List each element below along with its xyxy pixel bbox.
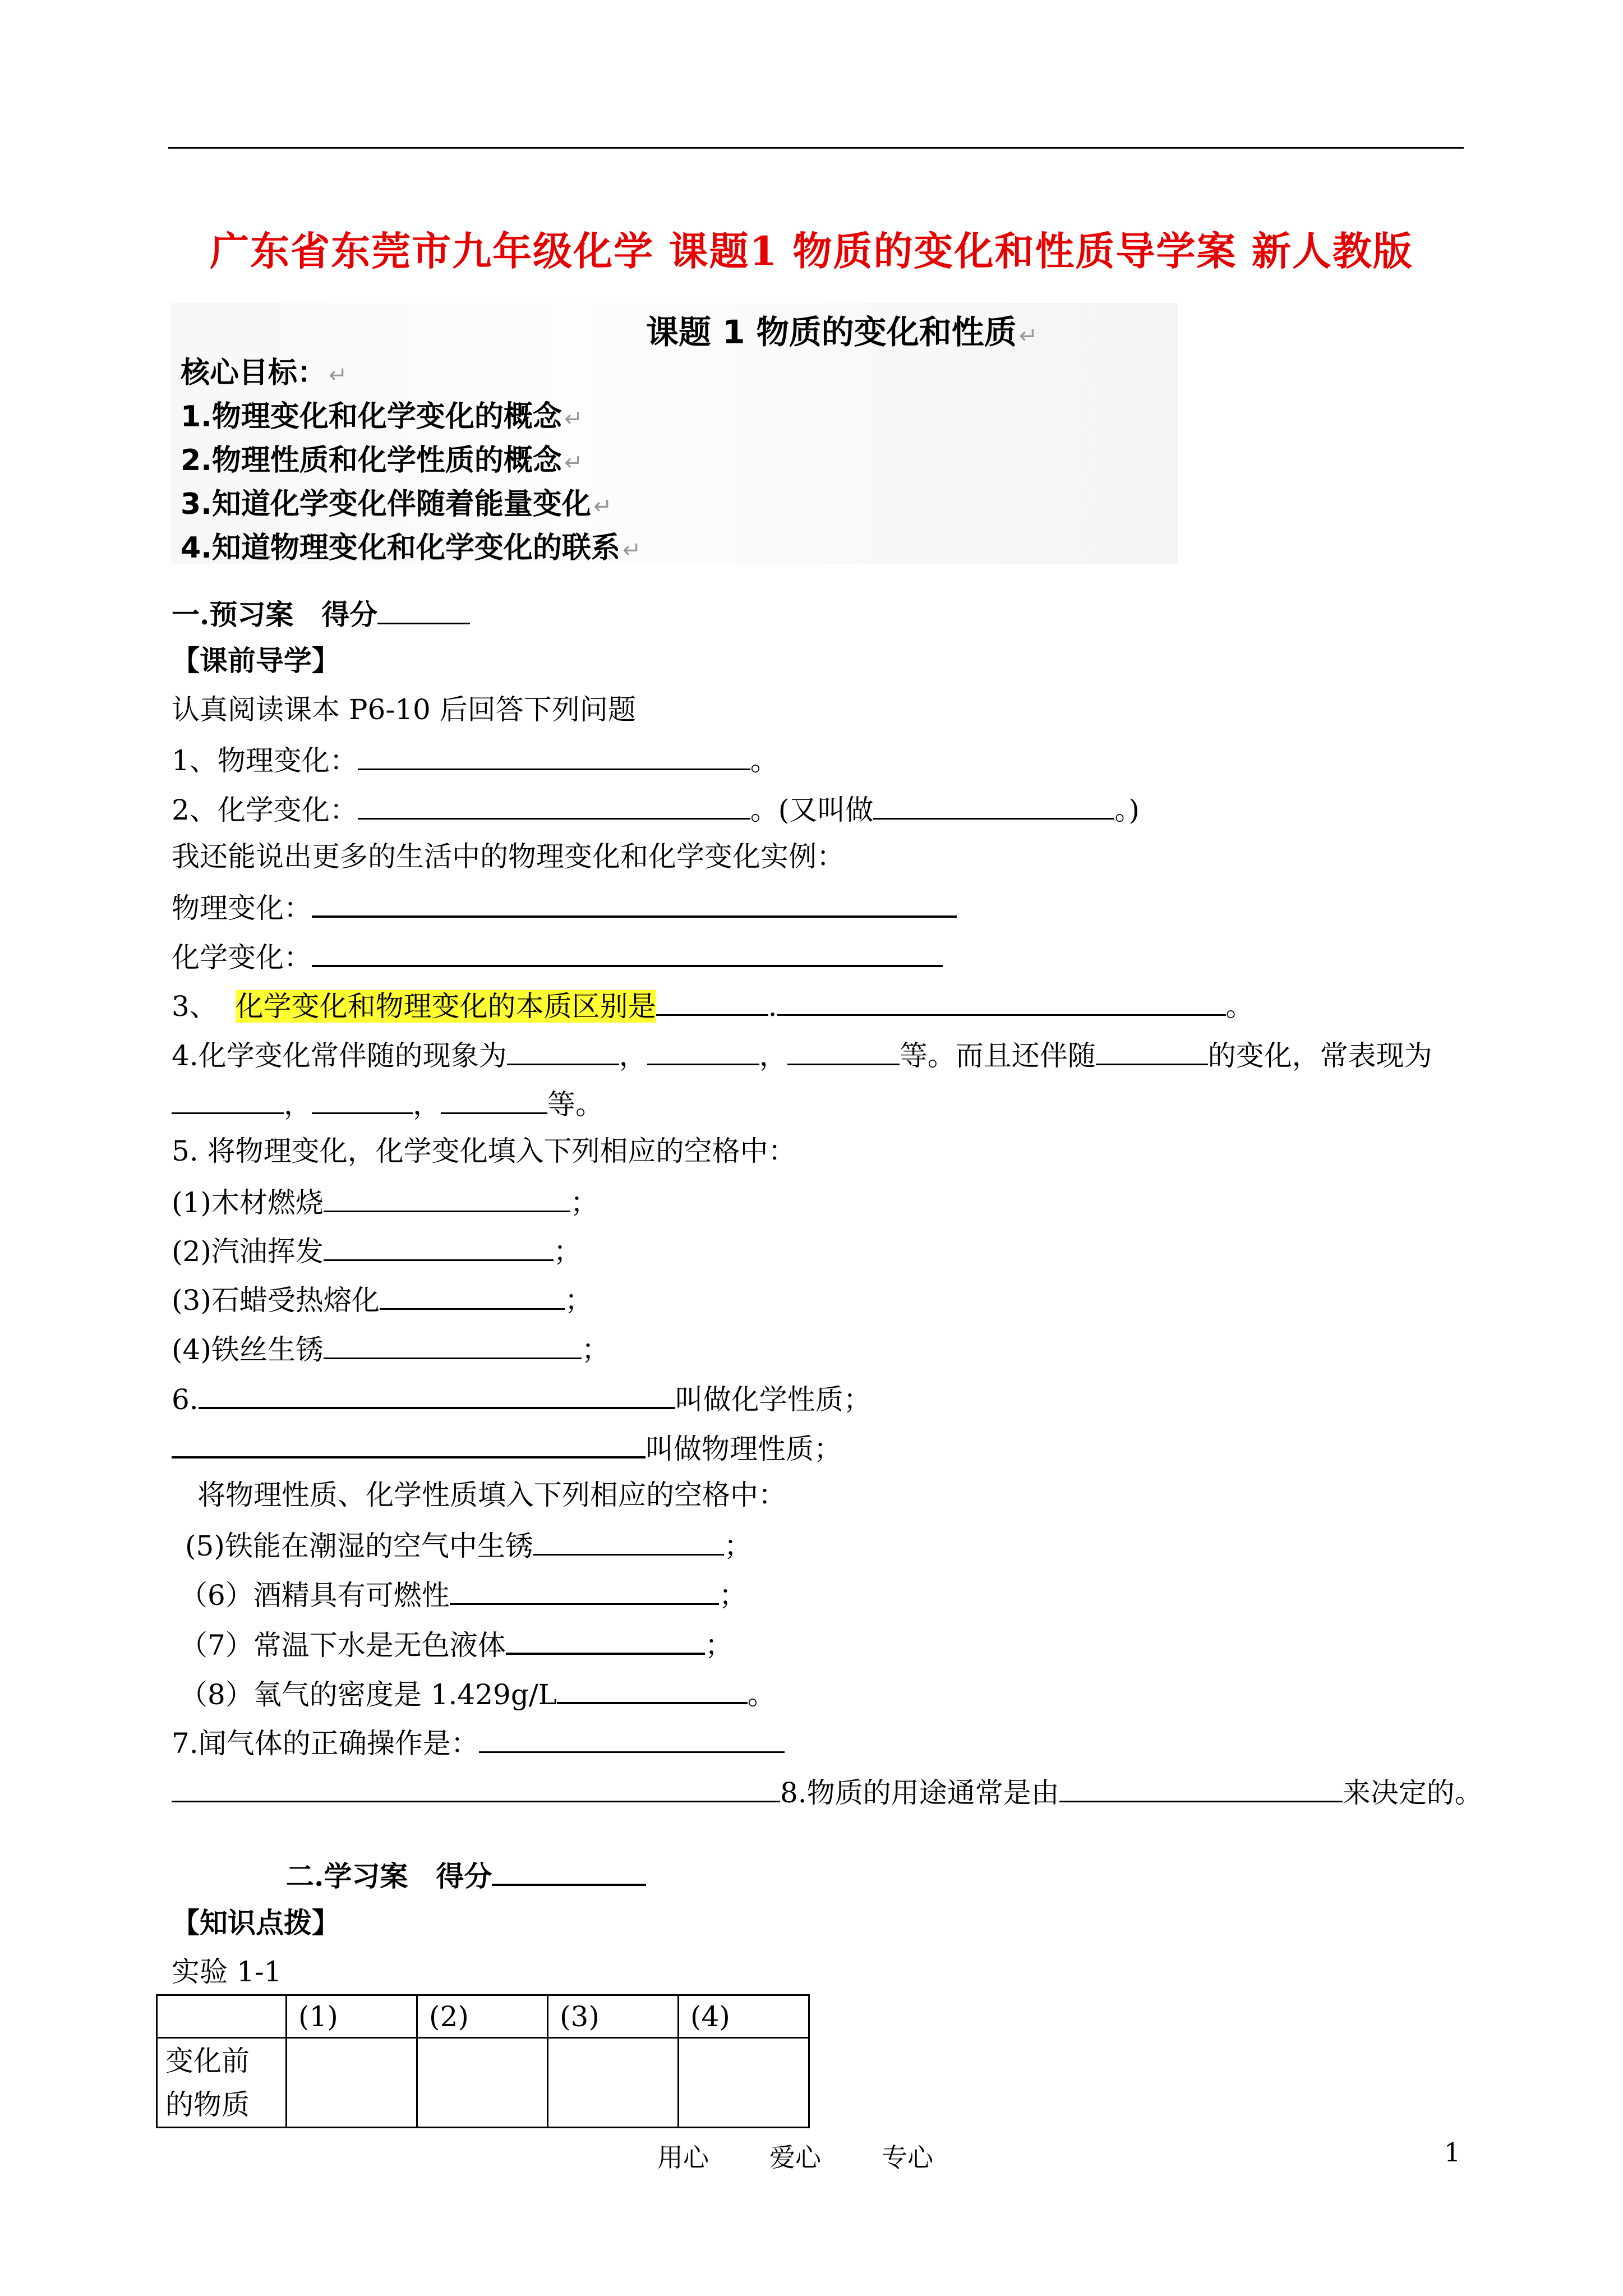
q7-q8-line: 8.物质的用途通常是由 来决定的。 bbox=[172, 1774, 1483, 1810]
q4-line1: 4.化学变化常伴随的现象为 ， ， 等。而且还伴随 的变化，常表现为 bbox=[172, 1037, 1432, 1073]
q5: 5. 将物理变化，化学变化填入下列相应的空格中： bbox=[172, 1135, 796, 1167]
q5-item-1: (1)木材燃烧 ； bbox=[172, 1184, 598, 1220]
table-corner-cell bbox=[157, 1995, 287, 2038]
row-label-cell: 变化前 的物质 bbox=[157, 2038, 287, 2128]
header-rule bbox=[168, 147, 1464, 149]
q7: 7.闻气体的正确操作是： bbox=[172, 1724, 785, 1760]
table-col-3: (3) bbox=[548, 1995, 679, 2038]
footer-word-2: 爱心 bbox=[769, 2142, 821, 2173]
table-header-row bbox=[157, 1995, 809, 2038]
q5-item-4: (4)铁丝生锈 ； bbox=[172, 1331, 610, 1366]
table-row bbox=[157, 2038, 809, 2128]
footer-word-1: 用心 bbox=[657, 2142, 709, 2173]
q6-instruction: 将物理性质、化学性质填入下列相应的空格中： bbox=[197, 1479, 786, 1511]
table-cell bbox=[417, 2038, 548, 2128]
examples: 我还能说出更多的生活中的物理变化和化学变化实例： bbox=[172, 840, 845, 873]
q5-item-3: (3)石蜡受热熔化 ； bbox=[172, 1281, 593, 1317]
q6-item-8: （8）氧气的密度是 1.429g/L 。 bbox=[179, 1675, 776, 1711]
q6-line1: 6. 叫做化学性质； bbox=[172, 1380, 872, 1416]
q6-item-5: (5)铁能在潮湿的空气中生锈 ； bbox=[185, 1527, 752, 1563]
q4-line2: ， ， 等。 bbox=[172, 1085, 603, 1121]
q6-item-6: （6）酒精具有可燃性 ； bbox=[179, 1576, 747, 1612]
intro: 认真阅读课本 P6-10 后回答下列问题 bbox=[172, 693, 636, 726]
document-title: 广东省东莞市九年级化学 课题1 物质的变化和性质导学案 新人教版 bbox=[210, 228, 1413, 274]
table-col-4: (4) bbox=[679, 1995, 809, 2038]
section-1-header: 一.预习案 得分 bbox=[172, 596, 470, 632]
table-col-2: (2) bbox=[417, 1995, 548, 2038]
q1: 1、物理变化： 。 bbox=[172, 742, 778, 777]
section-2-sub: 【知识点拨】 bbox=[172, 1906, 340, 1939]
q5-item-2: (2)汽油挥发 ； bbox=[172, 1232, 582, 1268]
section-2-header: 二.学习案 得分 bbox=[286, 1857, 646, 1893]
goal-3: 3.知道化学变化伴随着能量变化 ↵ bbox=[181, 487, 612, 521]
table-cell bbox=[287, 2038, 417, 2128]
section-1-sub: 【课前导学】 bbox=[172, 644, 340, 677]
goals-label: 核心目标： ↵ bbox=[181, 356, 348, 390]
chem-examples: 化学变化： bbox=[172, 938, 943, 974]
phys-examples: 物理变化： bbox=[172, 889, 957, 925]
q2: 2、化学变化： 。(又叫做 。) bbox=[172, 791, 1140, 827]
table-col-1: (1) bbox=[287, 1995, 417, 2038]
goal-2: 2.物理性质和化学性质的概念 ↵ bbox=[181, 444, 583, 477]
image-heading: 课题 1 物质的变化和性质 ↵ bbox=[646, 313, 1038, 351]
table-cell bbox=[679, 2038, 809, 2128]
goal-4: 4.知道物理变化和化学变化的联系 ↵ bbox=[181, 531, 642, 565]
q6-item-7: （7）常温下水是无色液体 ； bbox=[179, 1626, 733, 1662]
experiment-table bbox=[156, 1994, 810, 2128]
q3: 3、 化学变化和物理变化的本质区别是 . 。 bbox=[172, 987, 1254, 1023]
table-cell bbox=[548, 2038, 679, 2128]
footer-word-3: 专心 bbox=[882, 2142, 933, 2173]
experiment-label: 实验 1-1 bbox=[172, 1955, 282, 1988]
q6-line2: 叫做物理性质； bbox=[172, 1429, 842, 1466]
goal-1: 1.物理变化和化学变化的概念 ↵ bbox=[181, 400, 583, 434]
page-number: 1 bbox=[1444, 2137, 1461, 2168]
